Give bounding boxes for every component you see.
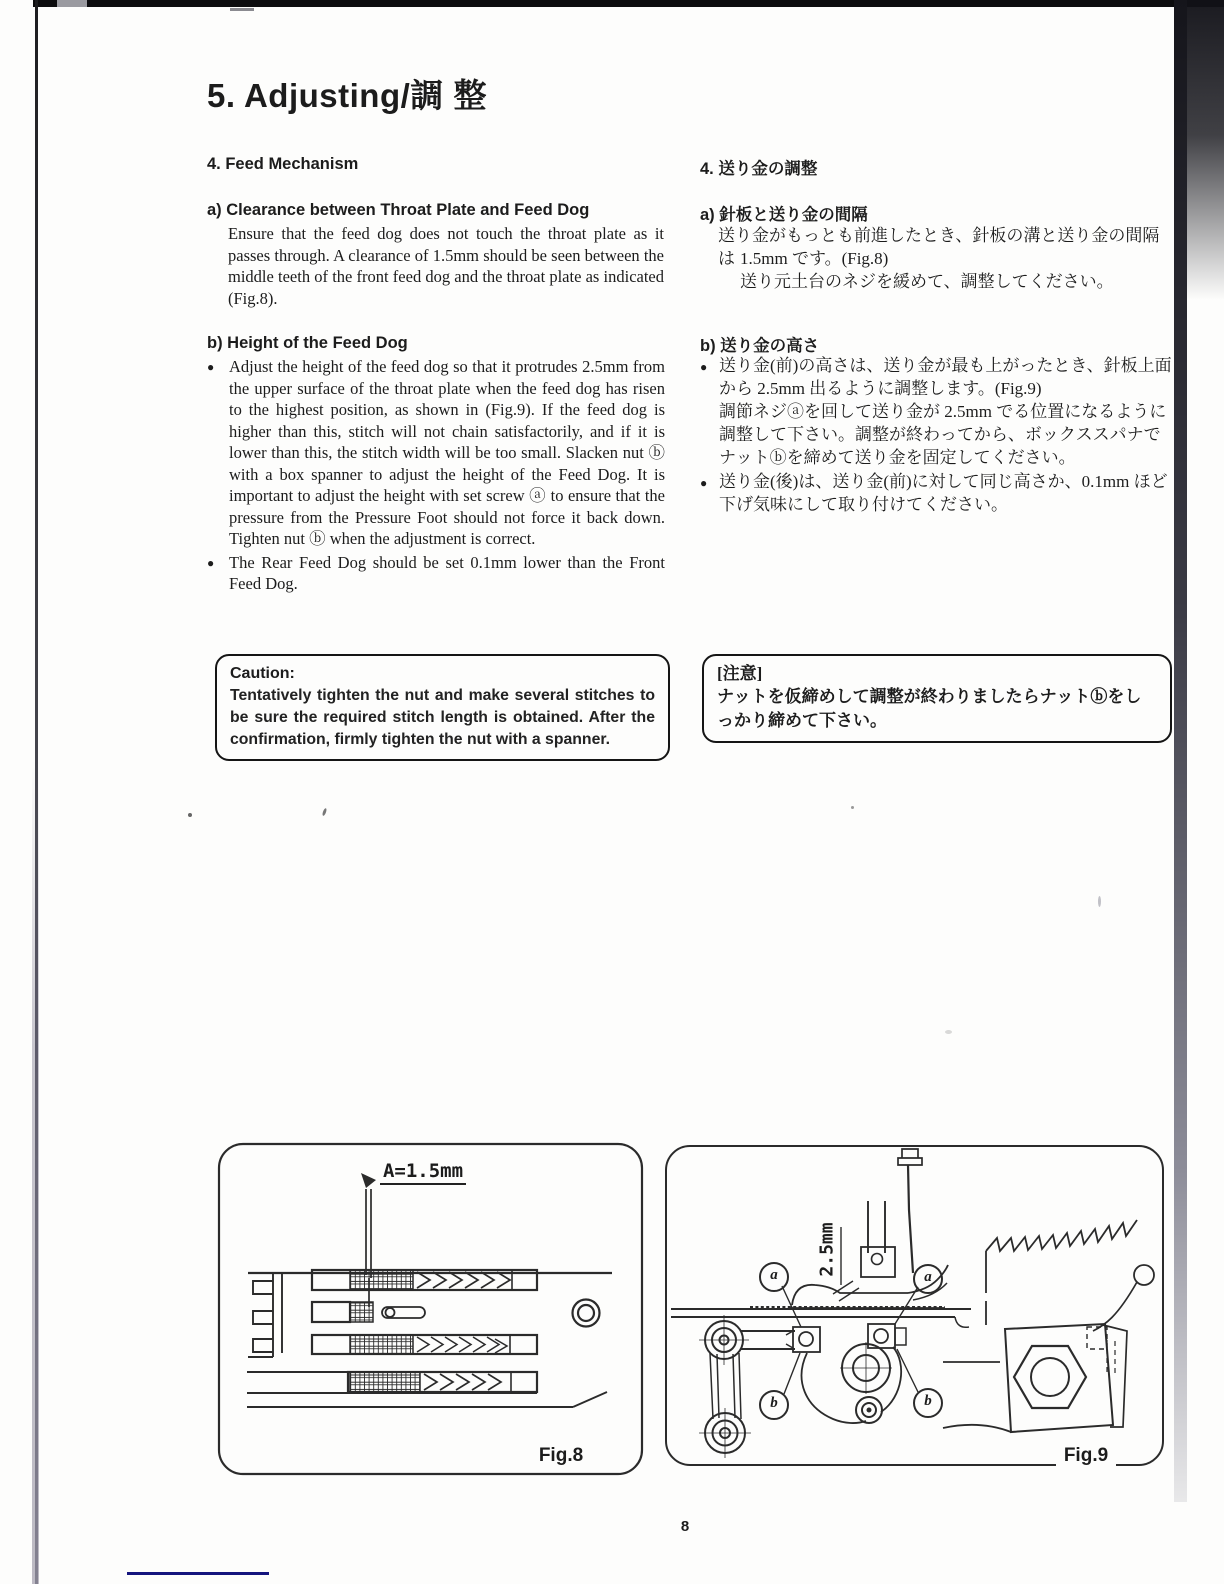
list-item: ● 送り金(後)は、送り金(前)に対して同じ高さか、0.1mm ほど下げ気味にして取り付けてください。 [700,470,1172,516]
caution-box-en [215,654,670,761]
scan-left-edge-shadow [32,760,39,1584]
section-a-heading-jp: a) 針板と送り金の間隔 [700,206,868,224]
list-item-sub: 調節ネジⓐを回して送り金が 2.5mm でる位置になるように調整して下さい。調整が終わってから、ボックススパナでナットⓑを締めて送り金を固定してください。 [719,402,1167,467]
scan-speck [230,8,254,11]
scan-top-edge [33,0,1224,7]
feed-mechanism-heading-jp: 4. 送り金の調整 [700,160,818,178]
scan-speck [1098,896,1101,907]
fig8-caption: Fig.8 [533,1444,589,1468]
scan-bottom-line [127,1572,269,1575]
caution-body-jp: ナットを仮締めして調整が終わりましたらナットⓑをしっかり締めて下さい。 [717,687,1142,730]
scan-top-edge-notch [57,0,87,7]
caution-title-jp: [注意] [717,664,763,683]
fig8-throat-plate-drawing [215,1135,645,1480]
scan-speck [188,813,192,817]
caution-body-en: Tentatively tighten the nut and make several stitches to be sure the required stitch length is obtained. After the confirmation, firmly tighten the nut with a spanner. [230,687,655,748]
section-a-line2-jp: 1.5mm です。(Fig.8) [740,249,889,268]
scan-speck [322,808,328,817]
scan-right-corner-shadow [1187,0,1224,300]
page-title: 5. Adjusting/調 整 [207,77,487,114]
list-item: ● The Rear Feed Dog should be set 0.1mm lower than the Front Feed Dog. [207,552,665,595]
list-item: ● 送り金(前)の高さは、送り金が最も上がったとき、針板上面から 2.5mm 出るように調整します。(Fig.9) [700,354,1172,400]
list-item: ● Adjust the height of the feed dog so that it protrudes 2.5mm from the upper surface of the throat plate when the feed dog has risen to the highest position, as shown in (Fig.9). If the feed dog is higher than this, stitch will not chain satisfactorily, and if it is lower than this, the stitch width will be too small. Slacken nut ⓑ with a box spanner to adjust the height of the Feed Dog. It is important to adjust the height with set screw ⓐ to ensure that the pressure from the Pressure Foot should not force it back down. Tighten nut ⓑ when the adjustment is correct. [207,356,665,550]
scan-speck [945,1030,952,1034]
scan-speck [851,806,854,809]
fig9-callout-nut-b: b [759,1390,789,1420]
section-a-line3-jp: 送り元土台のネジを緩めて、調整してください。 [740,272,1114,291]
section-b-list-en [207,356,665,595]
fig9-callout-nut-b: b [913,1388,943,1418]
section-b-heading-jp: b) 送り金の高さ [700,337,820,355]
fig9-caption: Fig.9 [1056,1444,1116,1468]
section-b-list-jp [700,354,1172,516]
section-a-line1-jp: 送り金がもっとも前進したとき、針板の溝と送り金の間隔は [718,226,1160,268]
fig9-callout-set-screw-a: a [913,1264,943,1294]
fig8-dimension-label: A=1.5mm [380,1160,466,1185]
fig9-callout-set-screw-a: a [759,1262,789,1292]
caution-box-jp [702,654,1172,743]
fig9-feed-mechanism-drawing [655,1135,1168,1480]
section-a-heading-en: a) Clearance between Throat Plate and Feed Dog [207,201,590,219]
scan-right-edge-shadow [1174,0,1187,1502]
section-a-body-en: Ensure that the feed dog does not touch the throat plate as it passes through. A clearance of 1.5mm should be seen between the middle teeth of the front feed dog and the throat plate as indicated (Fig.8). [228,224,664,308]
section-b-heading-en: b) Height of the Feed Dog [207,334,408,352]
page-number: 8 [680,1518,690,1535]
caution-title-en: Caution: [230,665,295,682]
feed-mechanism-heading: 4. Feed Mechanism [207,155,359,173]
fig9-dimension-label: 2.5mm [816,1222,838,1277]
